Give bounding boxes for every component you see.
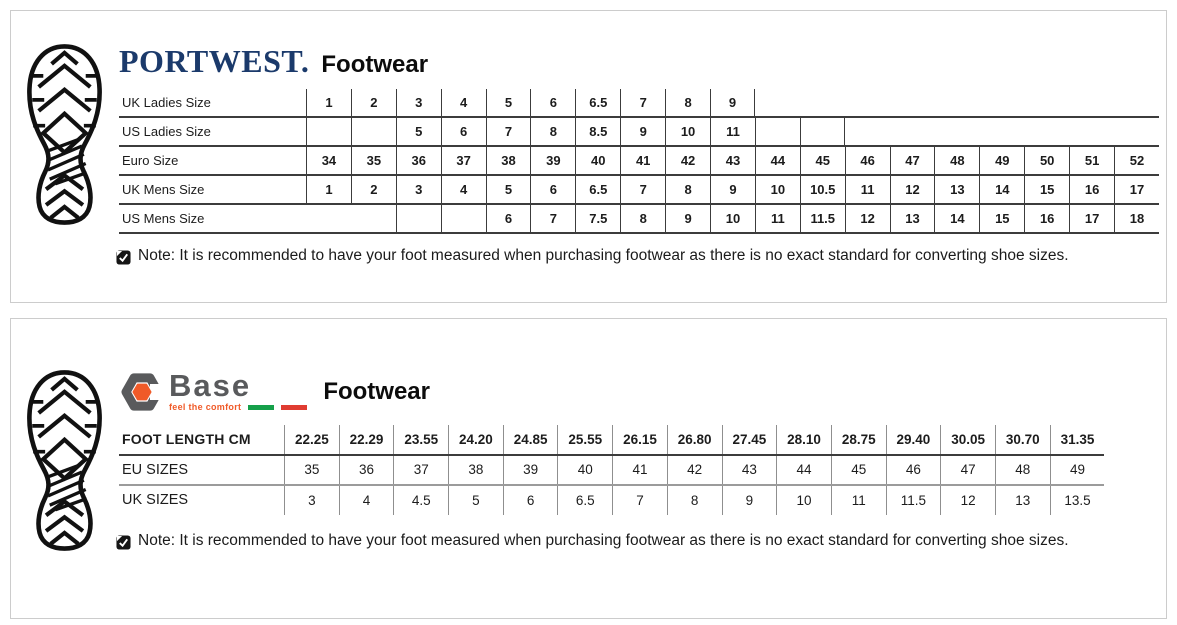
size-cell — [800, 118, 845, 145]
size-cell: 9 — [722, 486, 777, 515]
size-cell: 11 — [755, 205, 800, 232]
size-cell: 11.5 — [886, 486, 941, 515]
size-cell: 38 — [486, 147, 531, 174]
size-cell: 50 — [1024, 147, 1069, 174]
size-cell: 13 — [995, 486, 1050, 515]
size-cell: 7 — [612, 486, 667, 515]
size-cell: 43 — [710, 147, 755, 174]
size-table-row — [119, 89, 1159, 118]
size-cell: 2 — [351, 176, 396, 203]
size-cell: 9 — [665, 205, 710, 232]
base-hexnut-icon — [119, 369, 165, 415]
size-cell: 6.5 — [575, 89, 620, 116]
size-cell: 31.35 — [1050, 425, 1105, 454]
size-cell: 8 — [667, 486, 722, 515]
size-cell: 42 — [667, 456, 722, 485]
size-cell: 1 — [306, 89, 351, 116]
size-cell: 8.5 — [575, 118, 620, 145]
base-size-table — [119, 425, 1104, 515]
size-cell: 46 — [886, 456, 941, 485]
row-label: UK Mens Size — [122, 182, 205, 197]
size-cell: 6.5 — [557, 486, 612, 515]
size-cell: 4 — [441, 176, 486, 203]
size-cell: 12 — [890, 176, 935, 203]
size-cell: 24.20 — [448, 425, 503, 454]
size-cell: 22.25 — [284, 425, 339, 454]
size-cell: 46 — [845, 147, 890, 174]
size-cell: 11 — [710, 118, 755, 145]
size-cell: 2 — [351, 89, 396, 116]
size-cell: 5 — [396, 118, 441, 145]
size-cell: 7 — [620, 89, 665, 116]
size-cell — [396, 205, 441, 232]
size-cell: 23.55 — [393, 425, 448, 454]
flag-red-bar — [281, 405, 307, 410]
size-cell: 6 — [441, 118, 486, 145]
size-cell: 30.05 — [940, 425, 995, 454]
size-cell: 36 — [396, 147, 441, 174]
size-cell: 5 — [486, 89, 531, 116]
size-cell: 40 — [575, 147, 620, 174]
footprint-icon — [23, 37, 106, 231]
size-cell: 13 — [890, 205, 935, 232]
size-cell: 13.5 — [1050, 486, 1105, 515]
footprint-icon — [23, 363, 106, 557]
flag-green-bar — [248, 405, 274, 410]
base-size-chart-panel — [10, 318, 1167, 619]
size-cell: 6 — [530, 176, 575, 203]
size-cell — [351, 205, 396, 232]
size-cell: 11.5 — [800, 205, 845, 232]
size-cell: 3 — [284, 486, 339, 515]
size-cell: 26.15 — [612, 425, 667, 454]
size-cell: 28.10 — [776, 425, 831, 454]
size-cell: 3 — [396, 176, 441, 203]
size-cell: 8 — [530, 118, 575, 145]
size-cell — [441, 205, 486, 232]
size-cell: 4 — [441, 89, 486, 116]
size-cell: 36 — [339, 456, 394, 485]
size-cell: 10 — [776, 486, 831, 515]
size-cell: 29.40 — [886, 425, 941, 454]
size-cell: 1 — [306, 176, 351, 203]
size-cell: 6 — [486, 205, 531, 232]
size-cell: 5 — [448, 486, 503, 515]
size-cell: 25.55 — [557, 425, 612, 454]
size-cell: 22.29 — [339, 425, 394, 454]
size-cell: 9 — [710, 89, 755, 116]
size-cell: 7 — [530, 205, 575, 232]
size-cell: 49 — [1050, 456, 1105, 485]
checkbox-check-icon — [116, 535, 131, 550]
size-table-row — [119, 425, 1104, 456]
size-cell: 40 — [557, 456, 612, 485]
size-cell: 37 — [441, 147, 486, 174]
size-cell: 6.5 — [575, 176, 620, 203]
size-cell — [306, 205, 351, 232]
size-cell — [351, 118, 396, 145]
size-cell: 12 — [940, 486, 995, 515]
size-cell: 39 — [503, 456, 558, 485]
size-cell: 37 — [393, 456, 448, 485]
size-cell: 12 — [845, 205, 890, 232]
size-cell: 8 — [620, 205, 665, 232]
size-table-row — [119, 456, 1104, 487]
size-cell: 15 — [1024, 176, 1069, 203]
size-cell: 41 — [612, 456, 667, 485]
base-header — [119, 369, 430, 415]
size-cell: 30.70 — [995, 425, 1050, 454]
portwest-note — [116, 247, 1069, 265]
size-cell: 10 — [665, 118, 710, 145]
note-text: Note: It is recommended to have your foot measured when purchasing footwear as there is no exact standard for converting shoe sizes. — [138, 532, 1069, 549]
size-cell: 3 — [396, 89, 441, 116]
row-label: EU SIZES — [122, 461, 189, 478]
size-cell: 44 — [776, 456, 831, 485]
size-table-row — [119, 176, 1159, 205]
row-label: Euro Size — [122, 153, 179, 168]
size-cell: 48 — [995, 456, 1050, 485]
size-cell: 39 — [530, 147, 575, 174]
row-label: UK SIZES — [122, 492, 189, 509]
size-cell: 43 — [722, 456, 777, 485]
size-cell: 9 — [710, 176, 755, 203]
base-footwear-title: Footwear — [323, 378, 430, 405]
size-cell: 16 — [1069, 176, 1114, 203]
size-cell: 34 — [306, 147, 351, 174]
row-label: US Ladies Size — [122, 124, 211, 139]
size-cell: 44 — [755, 147, 800, 174]
size-cell: 13 — [934, 176, 979, 203]
size-cell: 38 — [448, 456, 503, 485]
note-text: Note: It is recommended to have your foot measured when purchasing footwear as there is no exact standard for converting shoe sizes. — [138, 247, 1069, 264]
size-cell: 47 — [890, 147, 935, 174]
size-cell: 7 — [486, 118, 531, 145]
row-label: US Mens Size — [122, 211, 205, 226]
size-cell: 48 — [934, 147, 979, 174]
size-cell: 49 — [979, 147, 1024, 174]
base-logo — [119, 369, 307, 415]
size-cell: 10.5 — [800, 176, 845, 203]
row-label: FOOT LENGTH CM — [122, 431, 251, 448]
size-cell: 6 — [530, 89, 575, 116]
size-cell: 7.5 — [575, 205, 620, 232]
size-cell: 10 — [710, 205, 755, 232]
size-cell: 45 — [800, 147, 845, 174]
size-table-row — [119, 486, 1104, 515]
portwest-size-table — [119, 89, 1159, 234]
size-cell: 14 — [934, 205, 979, 232]
size-table-row — [119, 147, 1159, 176]
base-note — [116, 532, 1069, 550]
size-cell: 51 — [1069, 147, 1114, 174]
size-cell — [755, 118, 800, 145]
base-wordmark: Base — [169, 368, 252, 403]
size-cell: 4 — [339, 486, 394, 515]
size-cell: 10 — [755, 176, 800, 203]
size-cell: 5 — [486, 176, 531, 203]
size-cell: 28.75 — [831, 425, 886, 454]
size-cell: 24.85 — [503, 425, 558, 454]
portwest-logo: PORTWEST. — [119, 43, 310, 79]
size-cell: 18 — [1114, 205, 1159, 232]
size-cell: 41 — [620, 147, 665, 174]
size-cell: 11 — [831, 486, 886, 515]
size-cell: 35 — [284, 456, 339, 485]
size-cell: 14 — [979, 176, 1024, 203]
base-tagline: feel the comfort — [169, 402, 242, 412]
size-cell: 16 — [1024, 205, 1069, 232]
size-cell — [306, 118, 351, 145]
size-cell: 9 — [620, 118, 665, 145]
size-cell: 17 — [1069, 205, 1114, 232]
checkbox-check-icon — [116, 250, 131, 265]
portwest-size-chart-panel — [10, 10, 1167, 303]
size-cell: 8 — [665, 176, 710, 203]
size-table-row — [119, 118, 1159, 147]
size-cell: 6 — [503, 486, 558, 515]
size-cell: 7 — [620, 176, 665, 203]
size-cell: 27.45 — [722, 425, 777, 454]
size-cell: 52 — [1114, 147, 1159, 174]
portwest-header — [119, 45, 428, 77]
size-cell: 47 — [940, 456, 995, 485]
size-cell: 8 — [665, 89, 710, 116]
size-cell: 15 — [979, 205, 1024, 232]
size-cell: 42 — [665, 147, 710, 174]
size-cell: 11 — [845, 176, 890, 203]
row-label: UK Ladies Size — [122, 95, 211, 110]
size-table-row — [119, 205, 1159, 234]
portwest-footwear-title: Footwear — [321, 51, 429, 78]
size-cell: 4.5 — [393, 486, 448, 515]
size-cell: 35 — [351, 147, 396, 174]
size-cell: 17 — [1114, 176, 1159, 203]
size-cell: 45 — [831, 456, 886, 485]
size-cell: 26.80 — [667, 425, 722, 454]
